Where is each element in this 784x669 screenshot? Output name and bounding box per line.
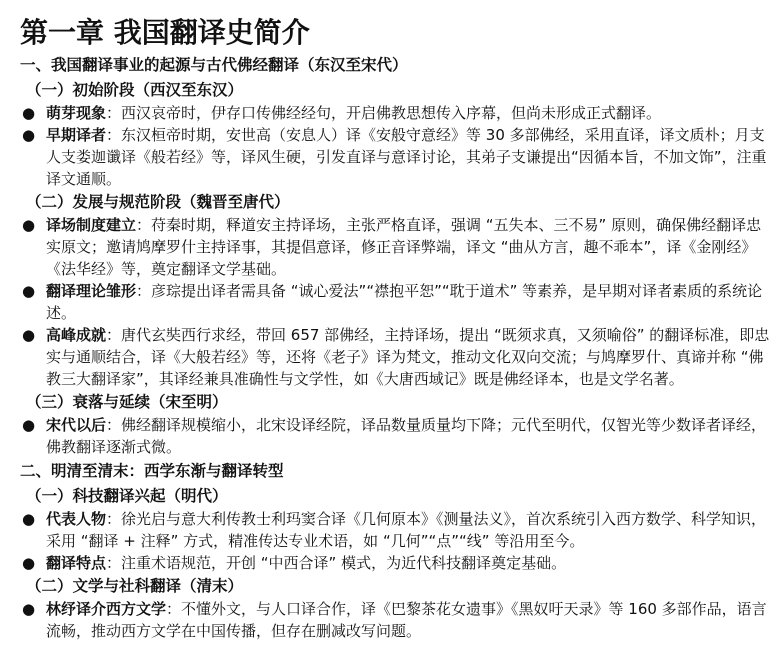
bullet-icon: ● — [22, 326, 36, 344]
bullet-list — [20, 414, 770, 458]
bullet-list — [20, 102, 770, 190]
item-text: ：唐代玄奘西行求经，带回 657 部佛经，主持译场，提出 “既须求真，又须喻俗” 的翻译标准，即忠实与通顺结合，译《大般若经》等，还将《老子》译为梵文，推动文化双向交流；与鸠摩罗什、真谛并称 “佛教三大翻译家”，其译经兼具准确性与文学性，如《大唐西域记》既是佛经译本，也是文学名著。 — [46, 326, 770, 388]
item-text: ：东汉桓帝时期，安世高（安息人）译《安般守意经》等 30 多部佛经，采用直译，译文质朴；月支人支娄迦谶译《般若经》等，译风生硬，引发直译与意译讨论，其弟子支谦提出“因循本旨，不加文饰”，注重译文通顺。 — [46, 126, 767, 188]
list-item — [20, 214, 770, 280]
bullet-icon: ● — [22, 216, 36, 234]
subsection-heading: （三）衰落与延续（宋至明） — [26, 393, 228, 411]
bullet-icon: ● — [22, 126, 36, 144]
item-text: ：注重术语规范，开创 “中西合译” 模式，为近代科技翻译奠定基础。 — [106, 554, 567, 572]
list-item — [20, 280, 770, 324]
subsection-heading: （二）发展与规范阶段（魏晋至唐代） — [26, 193, 290, 211]
item-text: ：彦琮提出译者需具备 “诚心爱法”“襟抱平恕”“耽于道术” 等素养，是早期对译者素质的系统论述。 — [46, 282, 763, 322]
item-text: ：不懂外文，与人口译合作，译《巴黎茶花女遗事》《黑奴吁天录》等 160 多部作品，语言流畅，推动西方文学在中国传播，但存在删减改写问题。 — [46, 600, 767, 640]
item-text: ：徐光启与意大利传教士利玛窦合译《几何原本》《测量法义》，首次系统引入西方数学、科学知识，采用 “翻译 + 注释” 方式，精准传达专业术语，如 “几何”“点”“线” 等沿用至今。 — [46, 510, 767, 550]
section-heading: 二、明清至清末：西学东渐与翻译转型 — [20, 462, 284, 480]
section-heading: 一、我国翻译事业的起源与古代佛经翻译（东汉至宋代） — [20, 56, 408, 74]
list-item — [20, 102, 770, 124]
list-item — [20, 552, 770, 574]
item-term: 宋代以后 — [46, 416, 107, 434]
item-text: ：苻秦时期，释道安主持译场，主张严格直译，强调 “五失本、三不易” 原则，确保佛经翻译忠实原文；邀请鸠摩罗什主持译事，其提倡意译，修正音译弊端，译文 “曲从方言，趣不乖本”，译《金刚经》《法华经》等，奠定翻译文学基础。 — [46, 216, 762, 278]
item-term: 代表人物 — [46, 510, 107, 528]
bullet-icon: ● — [22, 510, 36, 528]
chapter-title: 第一章 我国翻译史简介 — [20, 16, 310, 49]
list-item — [20, 508, 770, 552]
item-text: ：佛经翻译规模缩小，北宋设译经院，译品数量质量均下降；元代至明代，仅智光等少数译者译经，佛教翻译逐渐式微。 — [46, 416, 767, 456]
item-term: 译场制度建立 — [46, 216, 137, 234]
subsection-heading: （一）初始阶段（西汉至东汉） — [26, 81, 244, 99]
item-term: 林纾译介西方文学 — [46, 600, 167, 618]
bullet-icon: ● — [22, 554, 36, 572]
list-item — [20, 124, 770, 190]
list-item — [20, 414, 770, 458]
item-term: 萌芽现象 — [46, 104, 107, 122]
subsection-heading: （一）科技翻译兴起（明代） — [26, 487, 228, 505]
bullet-icon: ● — [22, 104, 36, 122]
bullet-list — [20, 214, 770, 390]
item-text: ：西汉哀帝时，伊存口传佛经经句，开启佛教思想传入序幕，但尚未形成正式翻译。 — [106, 104, 662, 122]
list-item — [20, 598, 770, 642]
bullet-icon: ● — [22, 600, 36, 618]
bullet-list — [20, 508, 770, 574]
list-item — [20, 324, 770, 390]
subsection-heading: （二）文学与社科翻译（清末） — [26, 577, 244, 595]
item-term: 高峰成就 — [46, 326, 107, 344]
item-term: 翻译特点 — [46, 554, 107, 572]
bullet-icon: ● — [22, 282, 36, 300]
bullet-list — [20, 598, 770, 642]
bullet-icon: ● — [22, 416, 36, 434]
item-term: 翻译理论雏形 — [46, 282, 137, 300]
item-term: 早期译者 — [46, 126, 107, 144]
